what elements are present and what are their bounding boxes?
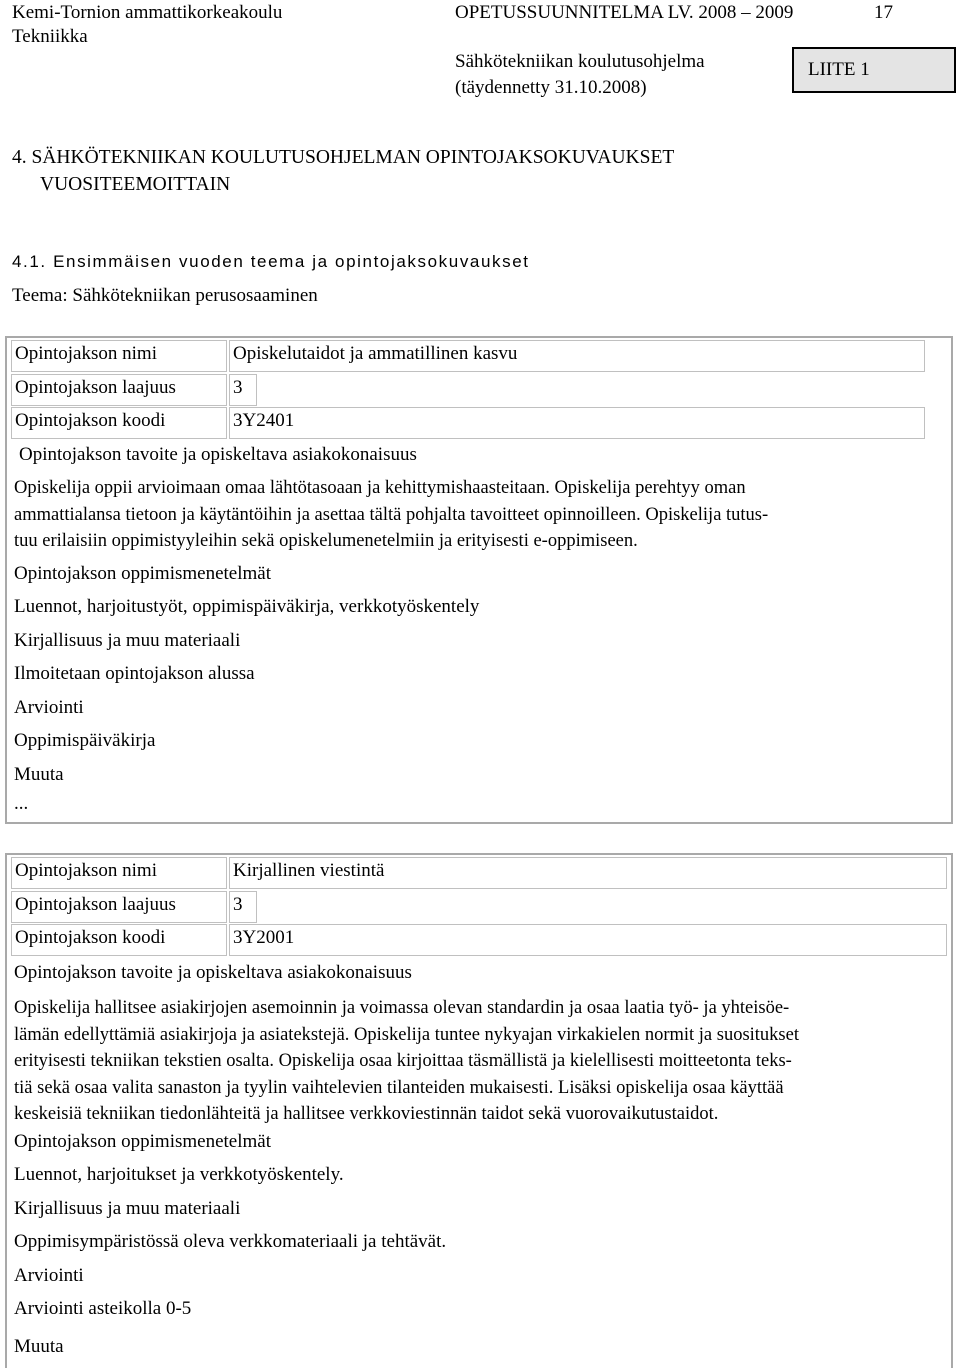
goal-line: tuu erilaisiin oppimistyyleihin sekä opiskelumenetelmiin ja erityisesti e-oppimiseen.	[14, 531, 638, 551]
label-literature: Kirjallisuus ja muu materiaali	[14, 630, 241, 651]
goal-paragraph	[14, 475, 949, 555]
school-name: Kemi-Tornion ammattikorkeakoulu	[12, 2, 283, 23]
course-scope: 3	[229, 891, 257, 923]
theme-line	[12, 285, 318, 307]
section-title: 4.1. Ensimmäisen vuoden teema ja opintojaksokuvaukset	[12, 252, 530, 271]
label-goal: Opintojakson tavoite ja opiskeltava asiakokonaisuus	[14, 962, 412, 983]
goal-line: ammattialansa tietoon ja käytäntöihin ja asettaa tältä pohjalta tavoitteet opinnoilleen. Opiskelija tutus-	[14, 504, 769, 525]
theme-label: Teema:	[12, 285, 68, 306]
label-assessment: Arviointi	[14, 1265, 84, 1286]
label-other: Muuta	[14, 764, 64, 785]
goal-line: keskeisiä tekniikan tiedonlähteitä ja hallitsee verkkoviestinnän taidot sekä vuorovaikutustaidot.	[14, 1104, 719, 1124]
theme-value: Sähkötekniikan perusosaaminen	[72, 285, 318, 306]
label-scope: Opintojakson laajuus	[11, 374, 227, 406]
course-code: 3Y2001	[229, 924, 947, 956]
goal-paragraph	[14, 995, 949, 1128]
goal-line: Opiskelija hallitsee asiakirjojen asemoinnin ja voimassa olevan standardin ja osaa laatia työ- ja yhteisöe-	[14, 998, 790, 1018]
label-other: Muuta	[14, 1336, 64, 1357]
course-table-1	[5, 336, 953, 824]
course-assessment: Arviointi asteikolla 0-5	[14, 1298, 192, 1319]
label-name: Opintojakson nimi	[11, 340, 227, 372]
appendix-label: LIITE 1	[792, 47, 956, 93]
goal-line: erityisesti tekniikan tekstien osalta. Opiskelija osaa kirjoittaa täsmällistä ja kielellisesti moitteetonta teks-	[14, 1051, 792, 1071]
goal-line: Opiskelija oppii arvioimaan omaa lähtötasoaan ja kehittymishaasteitaan. Opiskelija perehtyy oman	[14, 478, 746, 498]
label-literature: Kirjallisuus ja muu materiaali	[14, 1198, 241, 1219]
school-unit: Tekniikka	[12, 26, 88, 47]
course-code: 3Y2401	[229, 407, 925, 439]
label-scope: Opintojakson laajuus	[11, 891, 227, 923]
course-name: Opiskelutaidot ja ammatillinen kasvu	[229, 340, 925, 372]
program-name: Sähkötekniikan koulutusohjelma	[455, 51, 705, 72]
page-number: 17	[874, 2, 893, 23]
course-name: Kirjallinen viestintä	[229, 857, 947, 889]
label-name: Opintojakson nimi	[11, 857, 227, 889]
course-methods: Luennot, harjoitustyöt, oppimispäiväkirja, verkkotyöskentely	[14, 596, 480, 617]
course-other: ...	[14, 793, 29, 814]
chapter-heading-line2: VUOSITEEMOITTAIN	[40, 174, 231, 195]
label-methods: Opintojakson oppimismenetelmät	[14, 1131, 271, 1152]
plan-title: OPETUSSUUNNITELMA LV. 2008 – 2009	[455, 2, 794, 23]
course-literature: Ilmoitetaan opintojakson alussa	[14, 663, 255, 684]
label-goal: Opintojakson tavoite ja opiskeltava asiakokonaisuus	[19, 444, 417, 465]
goal-line: tiä sekä osaa valita sanaston ja tyylin vaihtelevien tilanteiden mukaisesti. Lisäksi opiskelija osaa käyttää	[14, 1077, 784, 1098]
course-scope: 3	[229, 374, 257, 406]
course-table-2	[5, 853, 953, 1368]
updated-date: (täydennetty 31.10.2008)	[455, 77, 647, 98]
course-assessment: Oppimispäiväkirja	[14, 730, 156, 751]
label-code: Opintojakson koodi	[11, 407, 227, 439]
course-methods: Luennot, harjoitukset ja verkkotyöskentely.	[14, 1164, 344, 1185]
label-methods: Opintojakson oppimismenetelmät	[14, 563, 271, 584]
label-assessment: Arviointi	[14, 697, 84, 718]
course-literature: Oppimisympäristössä oleva verkkomateriaali ja tehtävät.	[14, 1231, 447, 1252]
chapter-heading-line1: 4. SÄHKÖTEKNIIKAN KOULUTUSOHJELMAN OPINTOJAKSOKUVAUKSET	[12, 147, 675, 168]
label-code: Opintojakson koodi	[11, 924, 227, 956]
goal-line: lämän edellyttämiä asiakirjoja ja asiatekstejä. Opiskelija tuntee nykyajan virkakielen normit ja suositukset	[14, 1024, 799, 1045]
